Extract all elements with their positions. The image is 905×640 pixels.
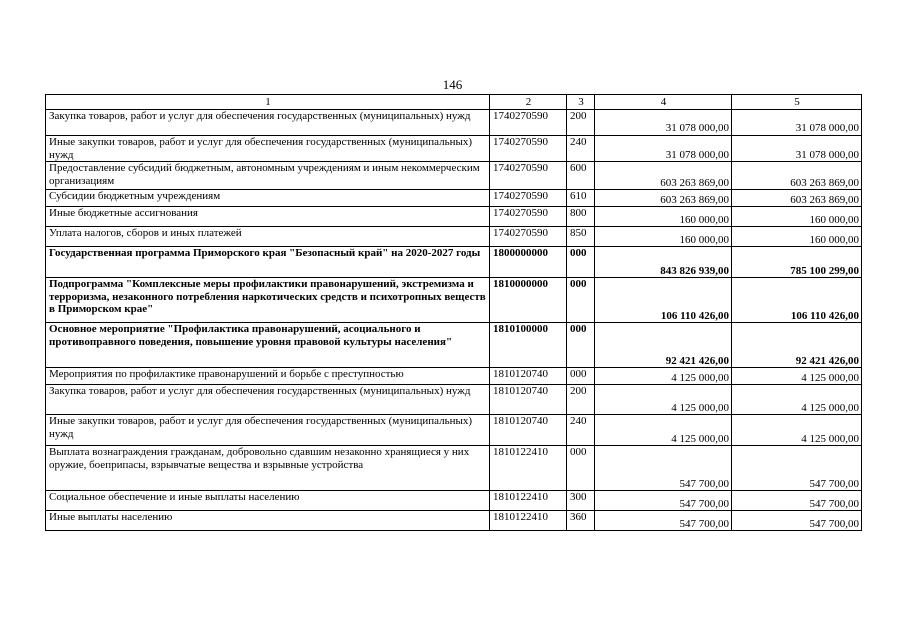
row-amount-year1: 31 078 000,00 bbox=[595, 110, 732, 136]
row-expense-type: 240 bbox=[567, 415, 595, 446]
row-amount-year2: 603 263 869,00 bbox=[732, 162, 862, 190]
row-amount-year2: 547 700,00 bbox=[732, 491, 862, 511]
row-target-code: 1810120740 bbox=[490, 415, 567, 446]
table-row bbox=[46, 227, 862, 247]
row-expense-type: 300 bbox=[567, 491, 595, 511]
row-target-code: 1810122410 bbox=[490, 491, 567, 511]
row-amount-year1: 106 110 426,00 bbox=[595, 278, 732, 323]
row-expense-type: 610 bbox=[567, 190, 595, 207]
column-header: 5 bbox=[732, 95, 862, 110]
row-amount-year2: 160 000,00 bbox=[732, 227, 862, 247]
page-number: 146 bbox=[442, 77, 463, 92]
table-row bbox=[46, 207, 862, 227]
row-description: Выплата вознаграждения гражданам, добровольно сдавшим незаконно хранящиеся у них оружие, боеприпасы, взрывчатые вещества и взрывные устройства bbox=[46, 446, 490, 491]
row-target-code: 1740270590 bbox=[490, 207, 567, 227]
budget-table bbox=[45, 94, 862, 531]
row-amount-year2: 106 110 426,00 bbox=[732, 278, 862, 323]
row-description: Иные бюджетные ассигнования bbox=[46, 207, 490, 227]
row-amount-year2: 4 125 000,00 bbox=[732, 368, 862, 385]
row-amount-year1: 4 125 000,00 bbox=[595, 368, 732, 385]
table-row bbox=[46, 491, 862, 511]
row-description: Предоставление субсидий бюджетным, автономным учреждениям и иным некоммерческим организациям bbox=[46, 162, 490, 190]
row-amount-year2: 785 100 299,00 bbox=[732, 247, 862, 278]
row-expense-type: 000 bbox=[567, 278, 595, 323]
table-row bbox=[46, 110, 862, 136]
table-row bbox=[46, 511, 862, 531]
table-row bbox=[46, 190, 862, 207]
row-amount-year1: 547 700,00 bbox=[595, 446, 732, 491]
row-expense-type: 000 bbox=[567, 368, 595, 385]
row-expense-type: 000 bbox=[567, 247, 595, 278]
table-row bbox=[46, 247, 862, 278]
row-amount-year1: 92 421 426,00 bbox=[595, 323, 732, 368]
row-description: Иные закупки товаров, работ и услуг для обеспечения государственных (муниципальных) нужд bbox=[46, 136, 490, 162]
row-target-code: 1740270590 bbox=[490, 227, 567, 247]
row-amount-year1: 31 078 000,00 bbox=[595, 136, 732, 162]
row-expense-type: 200 bbox=[567, 110, 595, 136]
column-header: 2 bbox=[490, 95, 567, 110]
row-expense-type: 600 bbox=[567, 162, 595, 190]
row-target-code: 1810122410 bbox=[490, 446, 567, 491]
row-expense-type: 000 bbox=[567, 446, 595, 491]
row-amount-year2: 4 125 000,00 bbox=[732, 385, 862, 415]
table-row bbox=[46, 415, 862, 446]
row-target-code: 1800000000 bbox=[490, 247, 567, 278]
row-target-code: 1810100000 bbox=[490, 323, 567, 368]
row-description: Закупка товаров, работ и услуг для обеспечения государственных (муниципальных) нужд bbox=[46, 110, 490, 136]
column-header: 3 bbox=[567, 95, 595, 110]
row-amount-year1: 160 000,00 bbox=[595, 207, 732, 227]
table-row bbox=[46, 162, 862, 190]
row-expense-type: 800 bbox=[567, 207, 595, 227]
row-target-code: 1740270590 bbox=[490, 136, 567, 162]
table-row bbox=[46, 446, 862, 491]
row-expense-type: 240 bbox=[567, 136, 595, 162]
row-target-code: 1810122410 bbox=[490, 511, 567, 531]
row-amount-year1: 603 263 869,00 bbox=[595, 162, 732, 190]
row-expense-type: 000 bbox=[567, 323, 595, 368]
table-row bbox=[46, 136, 862, 162]
column-header: 1 bbox=[46, 95, 490, 110]
row-amount-year2: 160 000,00 bbox=[732, 207, 862, 227]
row-amount-year2: 603 263 869,00 bbox=[732, 190, 862, 207]
row-amount-year1: 4 125 000,00 bbox=[595, 385, 732, 415]
row-description: Иные выплаты населению bbox=[46, 511, 490, 531]
table-row bbox=[46, 323, 862, 368]
row-target-code: 1740270590 bbox=[490, 190, 567, 207]
row-expense-type: 850 bbox=[567, 227, 595, 247]
row-description: Субсидии бюджетным учреждениям bbox=[46, 190, 490, 207]
row-amount-year1: 547 700,00 bbox=[595, 511, 732, 531]
row-description: Основное мероприятие "Профилактика правонарушений, асоциального и противоправного поведения, повышение уровня правовой культуры населения" bbox=[46, 323, 490, 368]
row-amount-year2: 547 700,00 bbox=[732, 511, 862, 531]
table-row bbox=[46, 385, 862, 415]
row-description: Социальное обеспечение и иные выплаты населению bbox=[46, 491, 490, 511]
row-amount-year1: 4 125 000,00 bbox=[595, 415, 732, 446]
row-description: Подпрограмма "Комплексные меры профилактики правонарушений, экстремизма и терроризма, незаконного потребления наркотических средств и психотропных веществ в Приморском крае" bbox=[46, 278, 490, 323]
row-expense-type: 200 bbox=[567, 385, 595, 415]
row-amount-year1: 603 263 869,00 bbox=[595, 190, 732, 207]
row-target-code: 1810000000 bbox=[490, 278, 567, 323]
row-amount-year1: 160 000,00 bbox=[595, 227, 732, 247]
row-amount-year2: 31 078 000,00 bbox=[732, 110, 862, 136]
row-target-code: 1740270590 bbox=[490, 162, 567, 190]
row-description: Иные закупки товаров, работ и услуг для обеспечения государственных (муниципальных) нужд bbox=[46, 415, 490, 446]
row-amount-year2: 31 078 000,00 bbox=[732, 136, 862, 162]
row-target-code: 1810120740 bbox=[490, 385, 567, 415]
row-description: Закупка товаров, работ и услуг для обеспечения государственных (муниципальных) нужд bbox=[46, 385, 490, 415]
row-amount-year1: 547 700,00 bbox=[595, 491, 732, 511]
row-amount-year2: 4 125 000,00 bbox=[732, 415, 862, 446]
row-amount-year2: 92 421 426,00 bbox=[732, 323, 862, 368]
row-amount-year1: 843 826 939,00 bbox=[595, 247, 732, 278]
row-expense-type: 360 bbox=[567, 511, 595, 531]
row-description: Уплата налогов, сборов и иных платежей bbox=[46, 227, 490, 247]
row-target-code: 1740270590 bbox=[490, 110, 567, 136]
row-description: Государственная программа Приморского края "Безопасный край" на 2020-2027 годы bbox=[46, 247, 490, 278]
table-row bbox=[46, 278, 862, 323]
table-header-row bbox=[46, 95, 862, 110]
column-header: 4 bbox=[595, 95, 732, 110]
table-row bbox=[46, 368, 862, 385]
row-description: Мероприятия по профилактике правонарушений и борьбе с преступностью bbox=[46, 368, 490, 385]
row-amount-year2: 547 700,00 bbox=[732, 446, 862, 491]
row-target-code: 1810120740 bbox=[490, 368, 567, 385]
